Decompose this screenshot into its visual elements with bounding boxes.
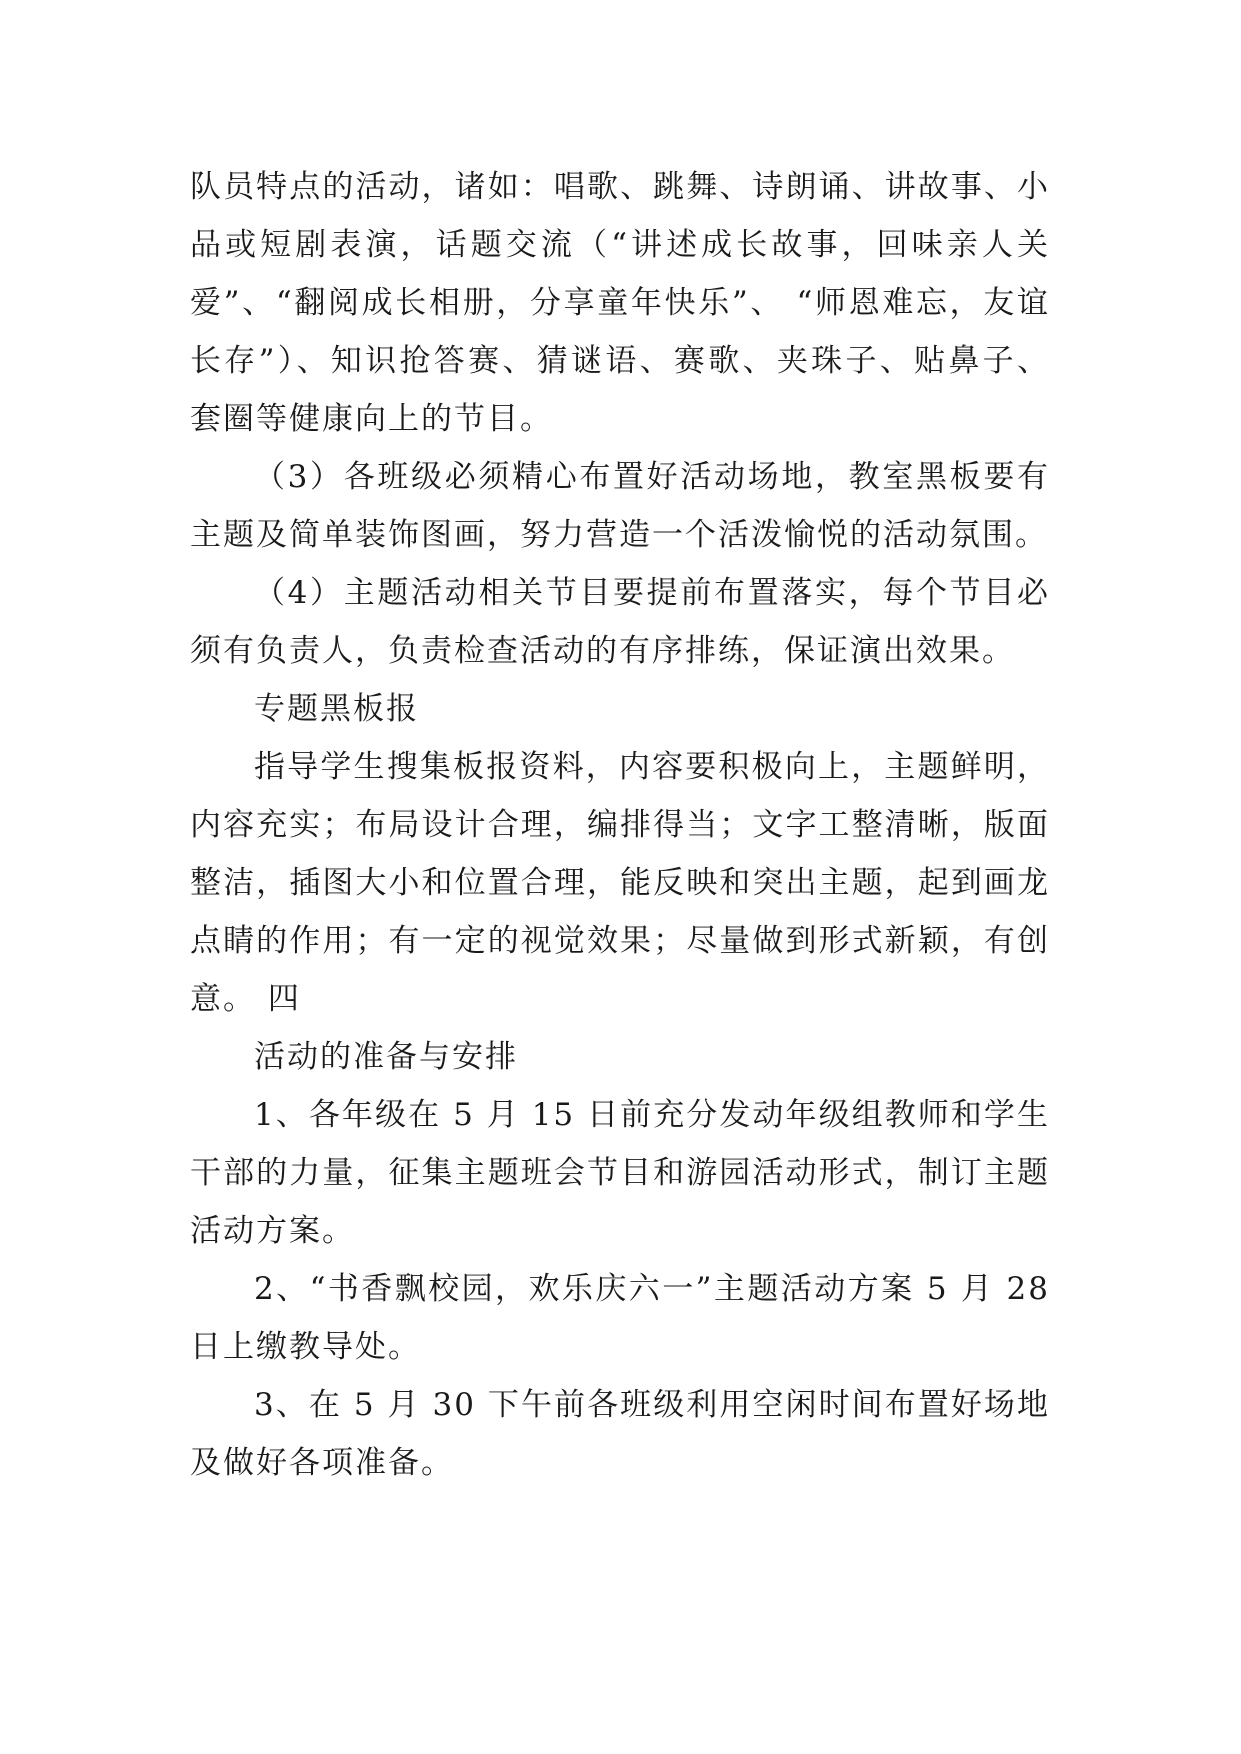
paragraph-preparation-step-3: 3、在 5 月 30 下午前各班级利用空闲时间布置好场地及做好各项准备。 (190, 1387, 1050, 1481)
paragraph-blackboard-guidance: 指导学生搜集板报资料，内容要积极向上，主题鲜明，内容充实；布局设计合理，编排得当；文字工整清晰，版面整洁，插图大小和位置合理，能反映和突出主题，起到画龙点睛的作用；有一定的视觉效果；尽量做到形式新颖，有创意。 四 (190, 749, 1050, 1017)
paragraph-activities-list: 队员特点的活动，诸如：唱歌、跳舞、诗朗诵、讲故事、小品或短剧表演，话题交流（“讲述成长故事，回味亲人关爱”、“翻阅成长相册，分享童年快乐”、 “师恩难忘，友谊长存”）、知识抢答赛、猜谜语、赛歌、夹珠子、贴鼻子、套圈等健康向上的节目。 (190, 169, 1050, 437)
section-heading-blackboard: 专题黑板报 (254, 691, 419, 727)
section-heading-preparation: 活动的准备与安排 (254, 1039, 518, 1075)
paragraph-venue-setup: （3）各班级必须精心布置好活动场地，教室黑板要有主题及简单装饰图画，努力营造一个活泼愉悦的活动氛围。 (190, 459, 1050, 553)
paragraph-preparation-step-2: 2、“书香飘校园，欢乐庆六一”主题活动方案 5 月 28 日上缴教导处。 (190, 1271, 1050, 1365)
document-body (190, 158, 1050, 1492)
paragraph-program-rehearsal: （4）主题活动相关节目要提前布置落实，每个节目必须有负责人，负责检查活动的有序排练，保证演出效果。 (190, 575, 1050, 669)
paragraph-preparation-step-1: 1、各年级在 5 月 15 日前充分发动年级组教师和学生干部的力量，征集主题班会节目和游园活动形式，制订主题活动方案。 (190, 1097, 1050, 1249)
